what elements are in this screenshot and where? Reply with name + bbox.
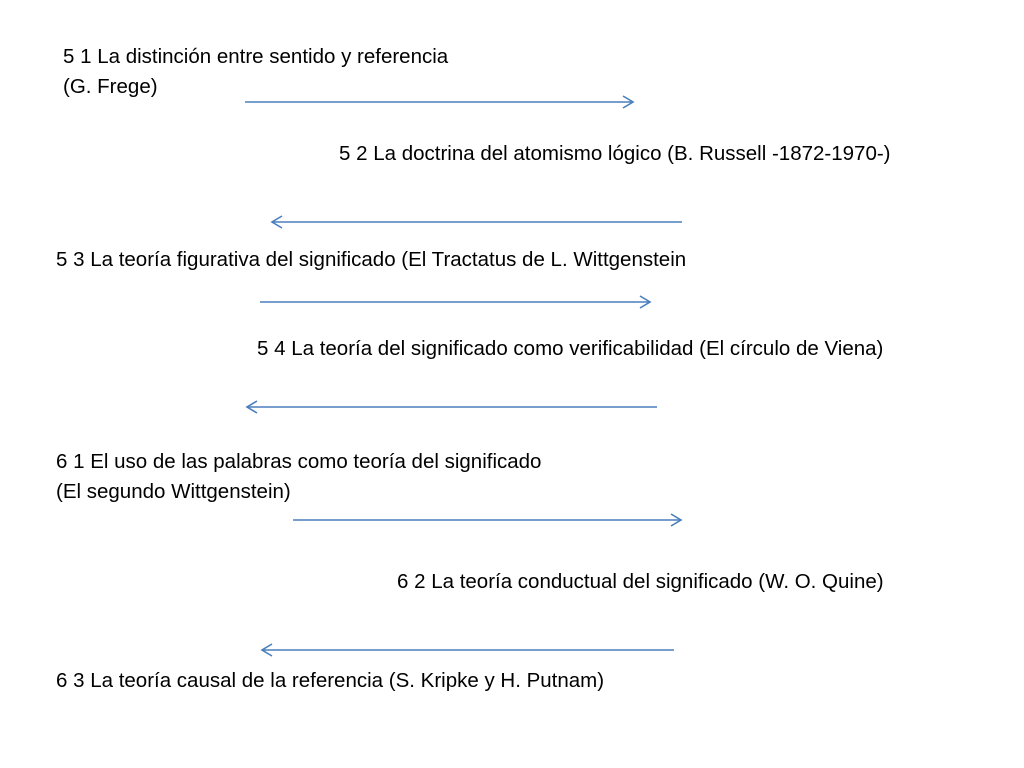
item-title: 5 2 La doctrina del atomismo lógico (B. Russell -1872-1970-): [339, 142, 891, 165]
arrow-left-3: [258, 642, 676, 658]
item-5-2-russell: [339, 139, 891, 169]
item-title: 5 4 La teoría del significado como verificabilidad (El círculo de Viena): [257, 337, 884, 360]
arrow-left-1: [268, 214, 684, 230]
item-5-4-viena: [257, 334, 883, 364]
item-6-1-segundo-wittgenstein: [56, 447, 541, 507]
item-title: 6 3 La teoría causal de la referencia (S. Kripke y H. Putnam): [56, 669, 605, 692]
arrow-right-1: [245, 94, 637, 110]
item-5-1-frege: [63, 42, 448, 102]
arrow-right-3: [293, 512, 685, 528]
item-subtitle: (El segundo Wittgenstein): [56, 480, 291, 503]
arrow-right-2: [260, 294, 654, 310]
item-5-3-wittgenstein-tractatus: [56, 245, 686, 275]
item-subtitle: (G. Frege): [63, 75, 158, 98]
item-title: 6 2 La teoría conductual del significado (W. O. Quine): [397, 570, 884, 593]
item-6-2-quine: [397, 567, 884, 597]
arrow-left-2: [243, 399, 659, 415]
item-title: 5 1 La distinción entre sentido y referencia: [63, 45, 449, 68]
item-6-3-kripke-putnam: [56, 666, 604, 696]
item-title: 6 1 El uso de las palabras como teoría del significado: [56, 450, 542, 473]
item-title: 5 3 La teoría figurativa del significado (El Tractatus de L. Wittgenstein: [56, 248, 687, 271]
